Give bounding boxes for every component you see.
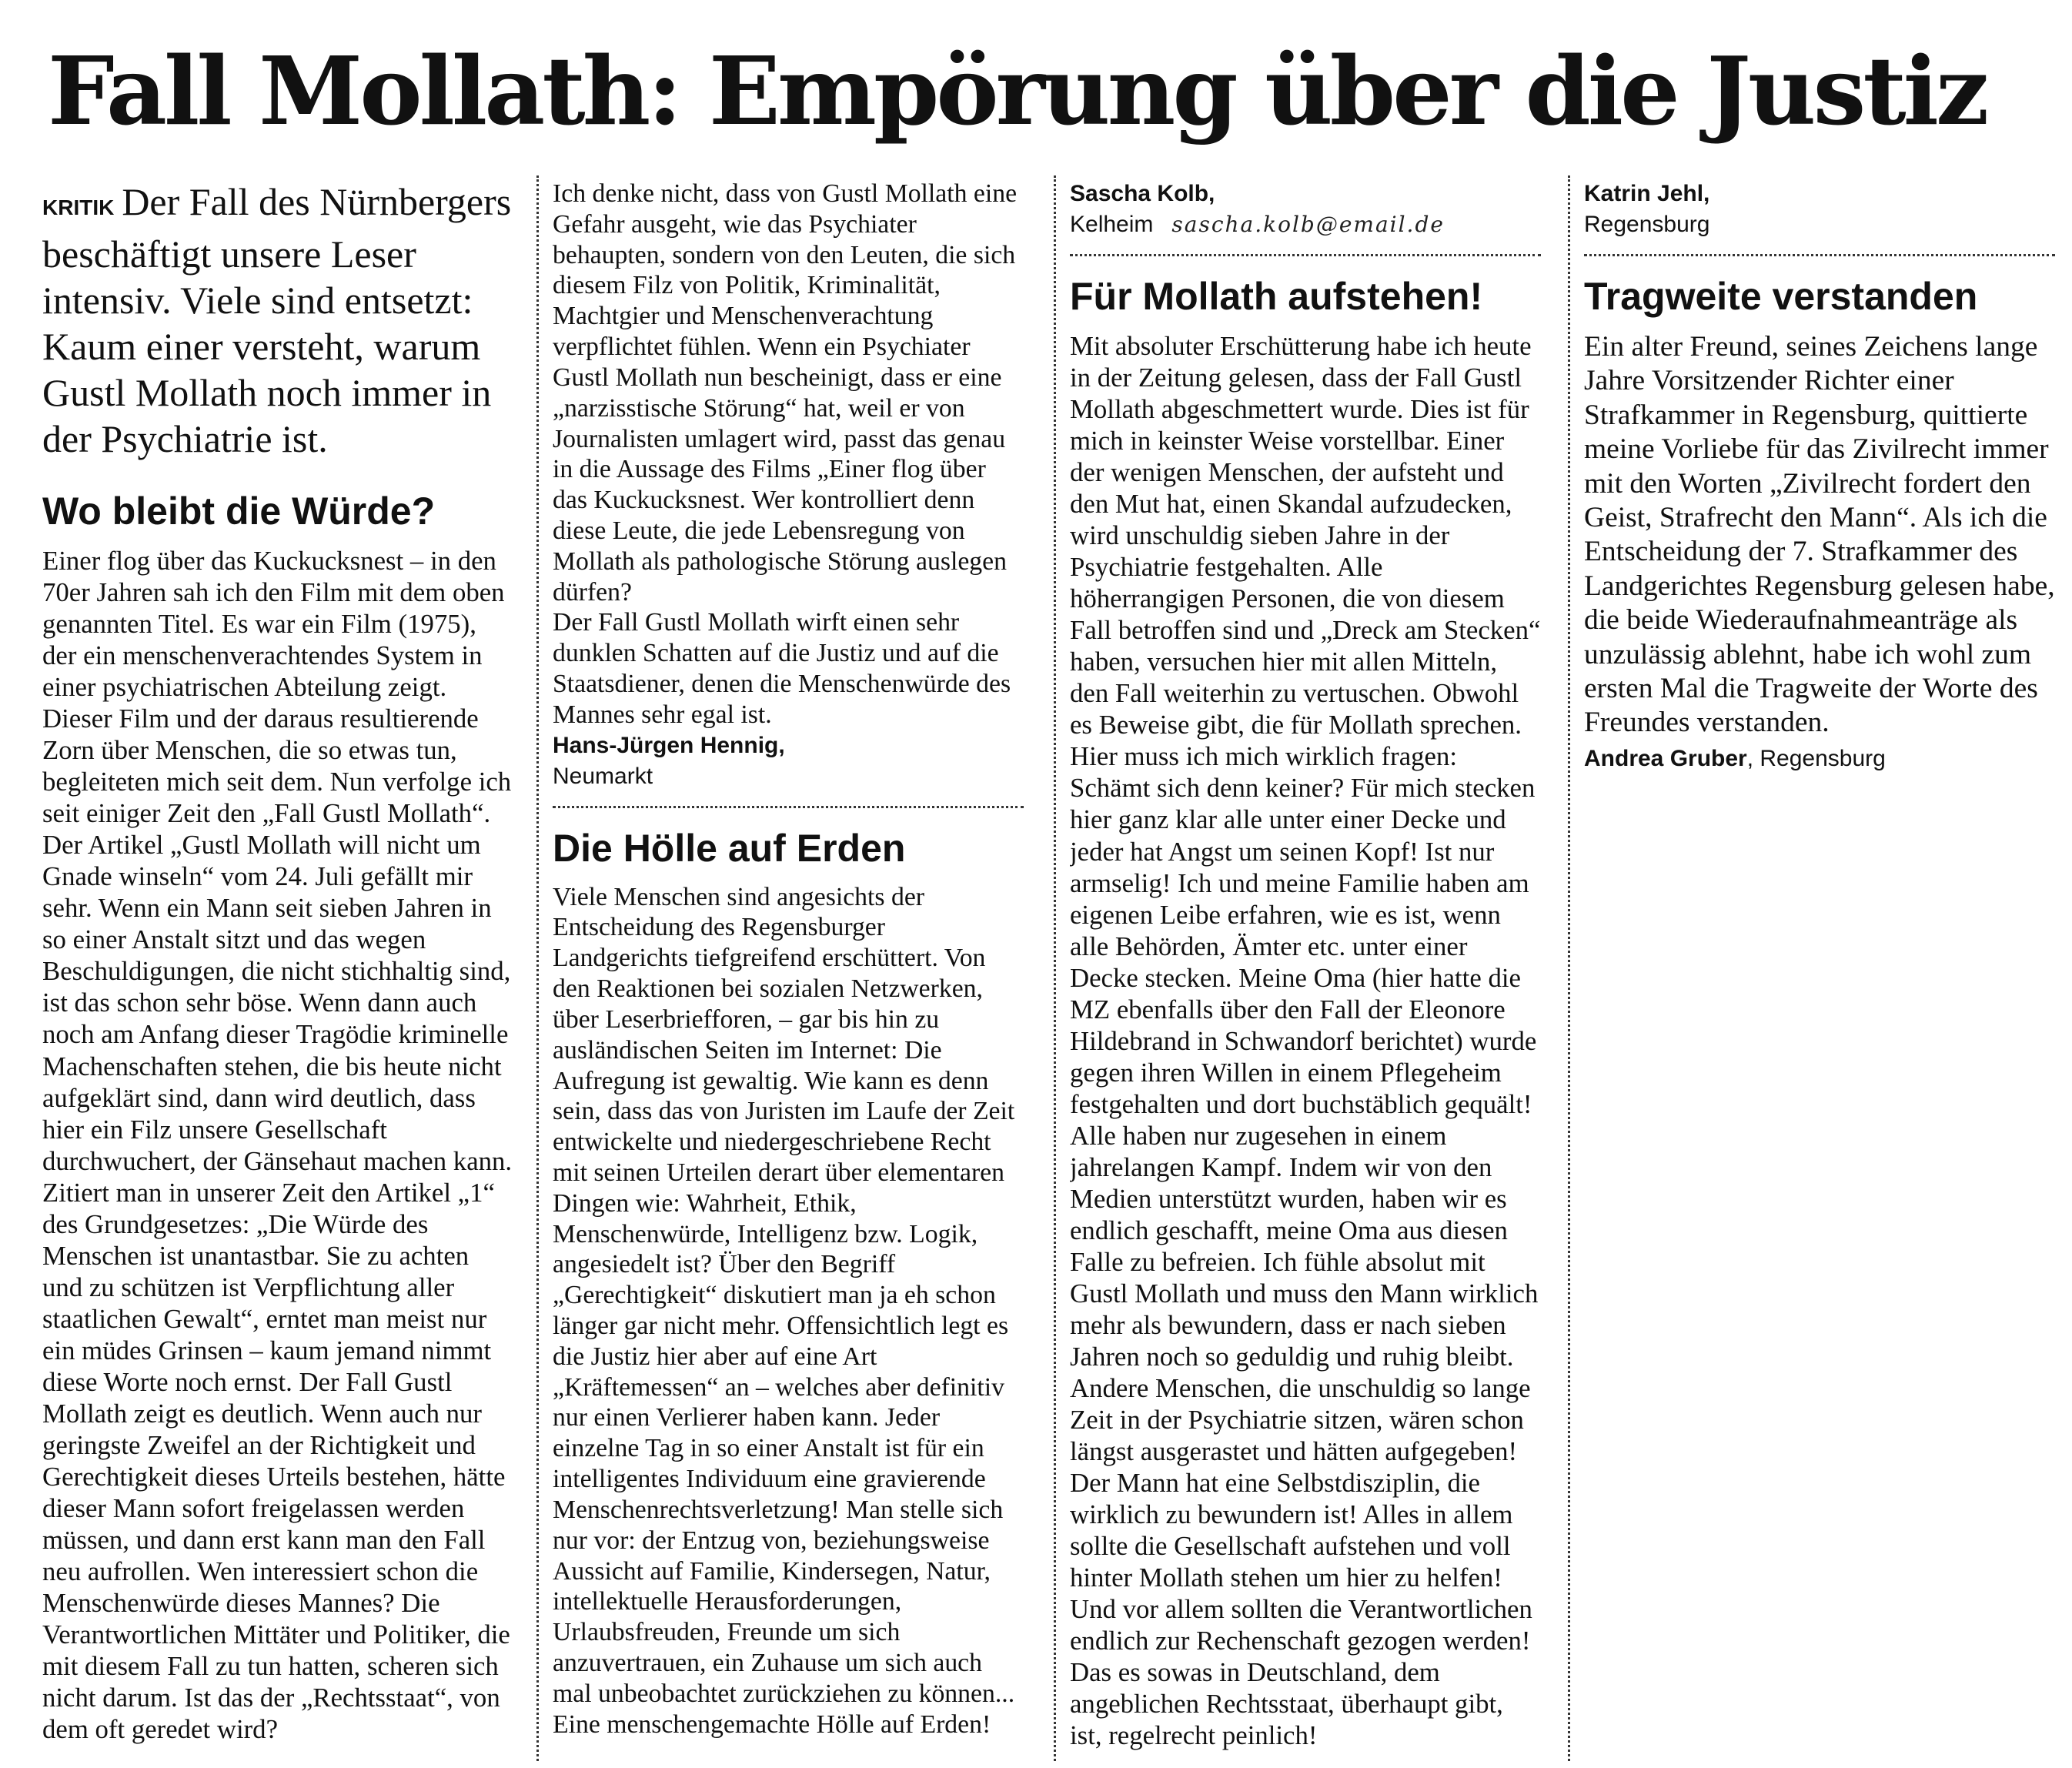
- letter-1-paragraph-1: Einer flog über das Kuckucksnest – in den 70er Jahren sah ich den Film mit dem oben genannten Titel. Es war ein Film (1975), der ein menschenverachtendes System in einer psychiatrischen Abteilung zeigt. Dieser Film und der daraus resultierende Zorn über Menschen, die so etwas tun, begleiteten mich seit dem. Nun verfolge ich seit einiger Zeit den „Fall Gustl Mollath“.: [42, 546, 512, 829]
- letter-4-heading: Tragweite verstanden: [1584, 275, 1978, 318]
- letter-2-heading: Die Hölle auf Erden: [553, 826, 906, 870]
- column-2: [553, 179, 1024, 1756]
- handwritten-email: sascha.kolb@email.de: [1171, 212, 1445, 237]
- intro-text: Der Fall des Nürnbergers beschäftigt unsere Leser intensiv. Viele sind entsetzt: Kaum einer versteht, warum Gustl Mollath noch immer in der Psychiatrie ist.: [42, 180, 512, 460]
- letter-1-paragraph-3: Ich denke nicht, dass von Gustl Mollath eine Gefahr ausgeht, wie das Psychiater behaupten, sondern von den Leuten, die sich diesem Filz von Politik, Kriminalität, Machtgier und Menschenverachtung verpflichtet fühlen. Wenn ein Psychiater Gustl Mollath nun bescheinigt, dass er eine „narzisstische Störung“ hat, weil er von Journalisten umlagert wird, passt das genau in die Aussage des Films „Einer flog über das Kuckucksnest. Wer kontrolliert denn diese Leute, die jede Lebensregung von Mollath als pathologische Störung auslegen dürfen?: [553, 179, 1018, 607]
- letter-1-author: Hans-Jürgen Hennig,: [553, 732, 785, 758]
- intro-kicker: KRITIK: [42, 196, 115, 219]
- letter-separator: [553, 806, 1024, 808]
- letter-4-paragraph-1: Ein alter Freund, seines Zeichens lange Jahre Vorsitzender Richter einer Strafkammer in Regensburg, quittierte meine Vorliebe für das Zivilrecht immer mit den Worten „Zivilrecht fordert den Geist, Strafrecht den Mann“. Als ich die Entscheidung der 7. Strafkammer des Landgerichtes Regensburg gelesen habe, die beide Wiederaufnahmeanträge als unzulässig ablehnt, habe ich wohl zum ersten Mal die Tragweite der Worte des Freundes verstanden.: [1584, 331, 2055, 739]
- letter-3-place: Regensburg: [1584, 212, 1710, 237]
- letter-separator: [1070, 254, 1541, 256]
- letter-2-place: Kelheim: [1070, 212, 1154, 237]
- letter-3-heading: Für Mollath aufstehen!: [1070, 275, 1483, 318]
- letter-4-place: , Regensburg: [1746, 745, 1886, 771]
- headline: Fall Mollath: Empörung über die Justiz: [48, 35, 1987, 146]
- letter-2-author: Sascha Kolb,: [1070, 181, 1215, 206]
- letter-1-paragraph-2: Der Artikel „Gustl Mollath will nicht um Gnade winseln“ vom 24. Juli gefällt mir sehr. Wenn ein Mann seit sieben Jahren in so einer Anstalt sitzt und das wegen Beschuldigungen, die nicht stichhaltig sind, ist das schon sehr böse. Wenn dann auch noch am Anfang dieser Tragödie kriminelle Machenschaften stehen, die bis heute nicht aufgeklärt sind, dann wird deutlich, dass hier ein Filz unsere Gesellschaft durchwuchert, der Gänsehaut machen kann. Zitiert man in unserer Zeit den Artikel „1“ des Grundgesetzes: „Die Würde des Menschen ist unantastbar. Sie zu achten und zu schützen ist Verpflichtung aller staatlichen Gewalt“, erntet man meist nur ein müdes Grinsen – kaum jemand nimmt diese Worte noch ernst. Der Fall Gustl Mollath zeigt es deutlich. Wenn auch nur geringste Zweifel an der Richtigkeit und Gerechtigkeit dieses Urteils bestehen, hätte dieser Mann sofort freigelassen werden müssen, und dann erst kann man den Fall neu aufrollen. Wen interessiert schon die Menschenwürde dieses Mannes? Die Verantwortlichen Mittäter und Politiker, die mit diesem Fall zu tun hatten, scheren sich nicht darum. Ist das der „Rechtsstaat“, von dem oft geredet wird?: [42, 830, 513, 1745]
- letter-1-place: Neumarkt: [553, 763, 653, 789]
- column-rule: [1568, 175, 1570, 1761]
- column-4: [1584, 179, 2055, 1756]
- letter-2-place-line: [1070, 209, 1541, 240]
- letter-1-heading: Wo bleibt die Würde?: [42, 490, 436, 533]
- column-3: [1070, 179, 1541, 1756]
- column-rule: [1054, 175, 1056, 1761]
- letter-3-paragraph-1: Mit absoluter Erschütterung habe ich heute in der Zeitung gelesen, dass der Fall Gustl Mollath abgeschmettert wurde. Dies ist für mich in keinster Weise vorstellbar. Einer der wenigen Menschen, der aufsteht und den Mut hat, einen Skandal aufzudecken, wird unschuldig sieben Jahre in der Psychiatrie festgehalten. Alle höherrangigen Personen, die von diesem Fall betroffen sind und „Dreck am Stecken“ haben, versuchen hier mit allen Mitteln, den Fall weiterhin zu vertuschen. Obwohl es Beweise gibt, die für Mollath sprechen.: [1070, 331, 1541, 740]
- letter-1-paragraph-4: Der Fall Gustl Mollath wirft einen sehr dunklen Schatten auf die Justiz und auf die Staatsdiener, denen die Menschenwürde des Mannes sehr egal ist.: [553, 608, 1011, 729]
- column-1: [42, 179, 513, 1756]
- letter-4-author: Andrea Gruber: [1584, 745, 1747, 771]
- letter-4-signature-line: [1584, 740, 2055, 776]
- letter-2-paragraph-1: Viele Menschen sind angesichts der Entscheidung des Regensburger Landgerichts tiefgreifend erschüttert. Von den Reaktionen bei sozialen Netzwerken, über Leserbriefforen, – gar bis hin zu ausländischen Seiten im Internet: Die Aufregung ist gewaltig. Wie kann es denn sein, dass das von Juristen im Laufe der Zeit entwickelte und niedergeschriebene Recht mit seinen Urteilen derart über elementaren Dingen wie: Wahrheit, Ethik, Menschenwürde, Intelligenz bzw. Logik, angesiedelt ist? Über den Begriff „Gerechtigkeit“ diskutiert man ja eh schon länger gar nicht mehr. Offensichtlich legt es die Justiz hier aber auf eine Art „Kräftemessen“ an – welches aber definitiv nur einen Verlierer haben kann. Jeder einzelne Tag in so einer Anstalt ist für ein intelligentes Individuum eine gravierende Menschenrechtsverletzung! Man stelle sich nur vor: der Entzug von, beziehungsweise Aussicht auf Familie, Kindersegen, Natur, intellektuelle Herausforderungen, Urlaubsfreuden, Freunde um sich anzuvertrauen, ein Zuhause um sich auch mal unbeobachtet zurückziehen zu können... Eine menschengemachte Hölle auf Erden!: [553, 882, 1015, 1739]
- letter-separator: [1584, 254, 2055, 256]
- column-rule: [536, 175, 539, 1761]
- letter-3-author: Katrin Jehl,: [1584, 181, 1710, 206]
- intro: [42, 179, 513, 462]
- letter-3-paragraph-2: Hier muss ich mich wirklich fragen: Schämt sich denn keiner? Für mich stecken hier ganz klar alle unter einer Decke und jeder hat Angst um seinen Kopf! Ist nur armselig! Ich und meine Familie haben am eigenen Leibe erfahren, wie es ist, wenn alle Behörden, Ämter etc. unter einer Decke stecken. Meine Oma (hier hatte die MZ ebenfalls über den Fall der Eleonore Hildebrand in Schwandorf berichtet) wurde gegen ihren Willen in einem Pflegeheim festgehalten und dort buchstäblich gequält! Alle haben nur zugesehen in einem jahrelangen Kampf. Indem wir von den Medien unterstützt wurden, haben wir es endlich geschafft, meine Oma aus diesen Falle zu befreien. Ich fühle absolut mit Gustl Mollath und muss den Mann wirklich mehr als bewundern, dass er nach sieben Jahren noch so geduldig und ruhig bleibt. Andere Menschen, die unschuldig so lange Zeit in der Psychiatrie sitzen, wären schon längst ausgerastet und hätten aufgegeben! Der Mann hat eine Selbstdisziplin, die wirklich zu bewundern ist! Alles in allem sollte die Gesellschaft aufstehen und voll hinter Mollath stehen um hier zu helfen! Und vor allem sollten die Verantwortlichen endlich zur Rechenschaft gezogen werden! Das es sowas in Deutschland, dem angeblichen Rechtsstaat, überhaupt gibt, ist, regelrecht peinlich!: [1070, 741, 1539, 1751]
